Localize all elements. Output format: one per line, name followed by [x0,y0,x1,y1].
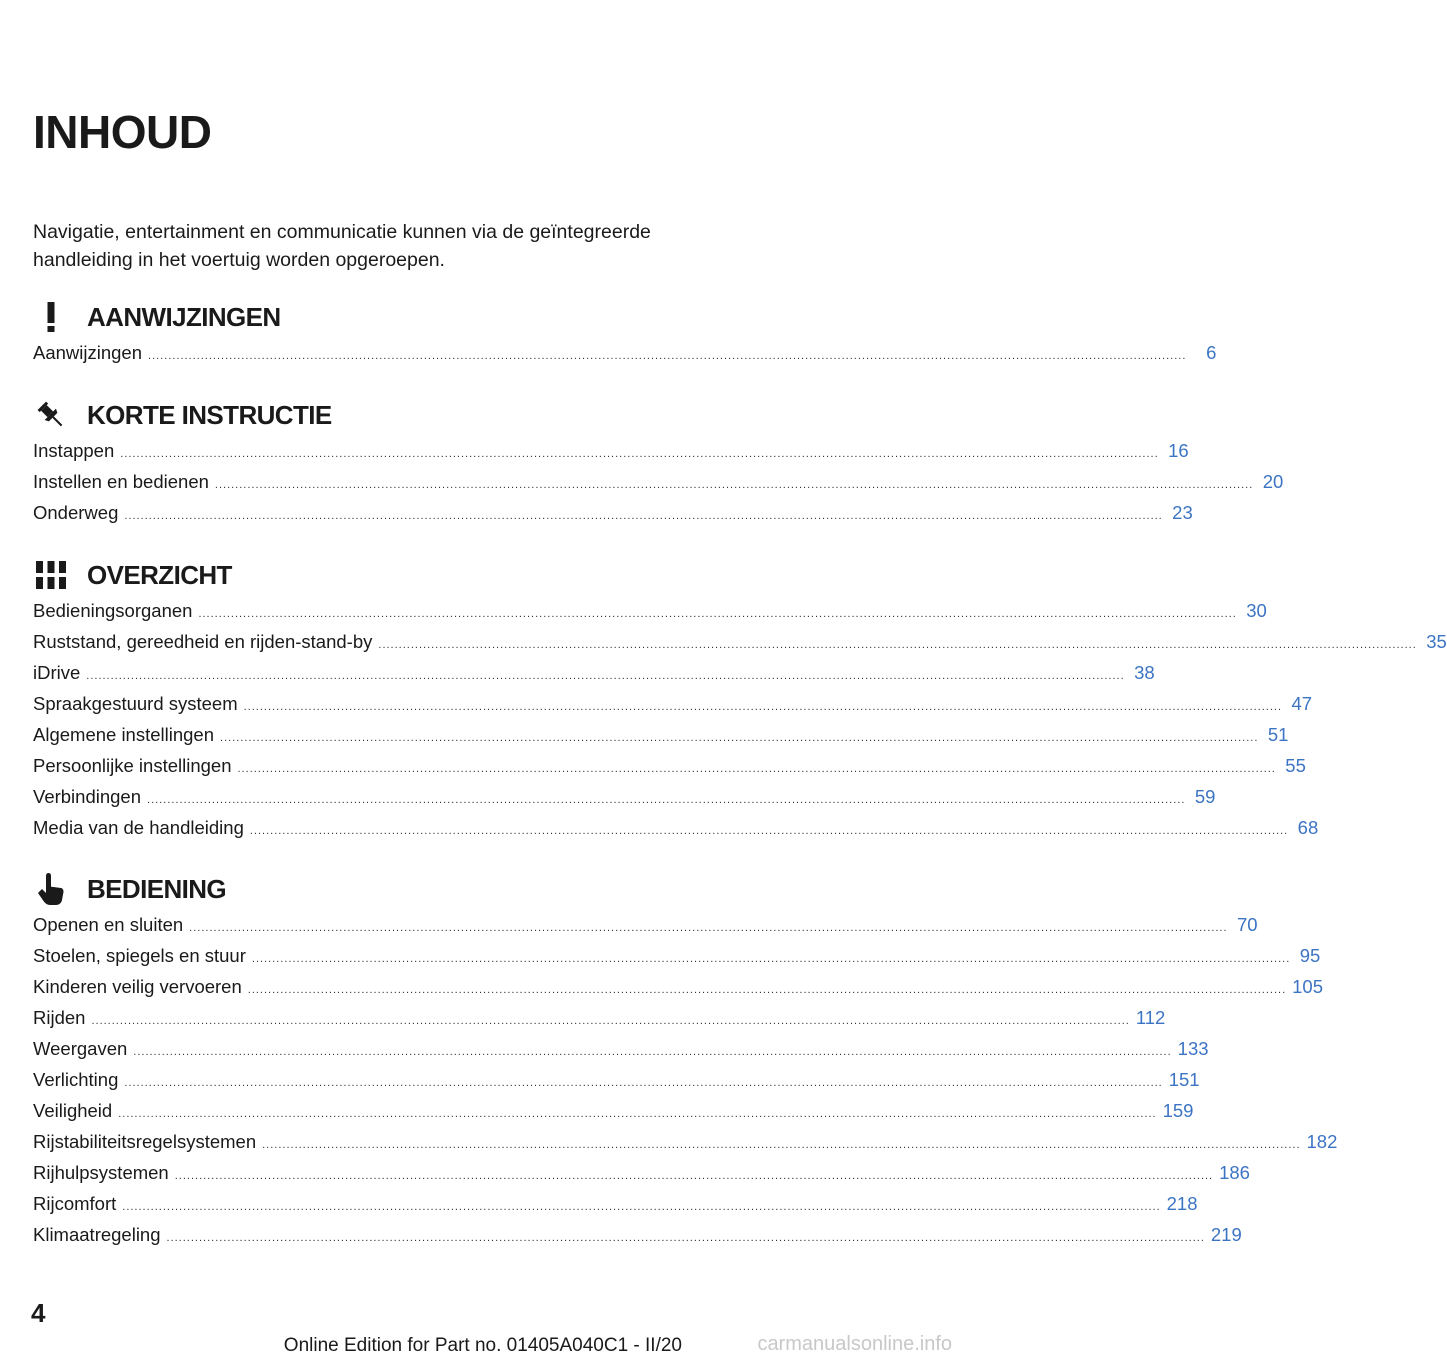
toc-leader-dots: ................................................................................................................................................................................................................................................................ [133,1046,1172,1058]
toc-entry-page-link[interactable]: 30 [1246,600,1267,621]
toc-leader-dots: ................................................................................................................................................................................................................................................................ [237,763,1276,775]
toc-entry[interactable] [33,1095,1194,1126]
toc-entry[interactable] [33,812,1319,843]
toc-entry[interactable] [33,657,1155,688]
toc-entry-label: Klimaatregeling [33,1224,161,1245]
toc-leader-dots: ................................................................................................................................................................................................................................................................ [174,1170,1214,1182]
section-overzicht [33,555,1447,843]
toc-entry-page-link[interactable]: 68 [1297,817,1319,838]
toc-entry[interactable] [33,971,1324,1002]
pointing-hand-icon [33,871,69,907]
toc-list [33,595,1447,843]
toc-leader-dots: ................................................................................................................................................................................................................................................................ [120,448,1159,460]
toc-entry-page-link[interactable]: 186 [1219,1162,1250,1183]
section-aanwijzingen [33,297,1217,368]
toc-entry[interactable] [33,750,1306,781]
toc-entry-label: Persoonlijke instellingen [33,755,232,776]
toc-entry-page-link[interactable]: 51 [1267,724,1289,745]
toc-entry[interactable] [33,337,1217,368]
toc-entry-label: Weergaven [33,1038,128,1059]
toc-list [33,435,1284,528]
toc-entry[interactable] [33,1002,1166,1033]
footer-edition-text: Online Edition for Part no. 01405A040C1 - II/20 [283,1335,682,1356]
section-korte-instructie [33,395,1284,528]
toc-entry-page-link[interactable]: 59 [1194,786,1216,807]
toc-entry-page-link[interactable]: 219 [1210,1224,1242,1245]
toc-entry-page-link[interactable]: 23 [1172,502,1193,523]
toc-entry-label: Media van de handleiding [33,817,244,838]
toc-entry[interactable] [33,1188,1198,1219]
toc-entry-label: Verlichting [33,1069,119,1090]
exclamation-icon [33,299,69,335]
toc-leader-dots: ................................................................................................................................................................................................................................................................ [124,1077,1163,1089]
toc-entry-page-link[interactable]: 112 [1135,1007,1166,1028]
section-header [33,555,687,595]
toc-entry[interactable] [33,1033,1209,1064]
toc-leader-dots: ................................................................................................................................................................................................................................................................ [251,953,1291,965]
toc-entry-page-link[interactable]: 159 [1162,1100,1194,1121]
toc-entry-page-link[interactable]: 105 [1292,976,1324,997]
toc-leader-dots: ................................................................................................................................................................................................................................................................ [189,922,1228,934]
page-number: 4 [31,1298,46,1328]
toc-entry[interactable] [33,781,1216,812]
toc-entry-page-link[interactable]: 16 [1168,440,1189,461]
toc-entry[interactable] [33,595,1267,626]
toc-entry-label: Instappen [33,440,115,461]
toc-entry-label: Veiligheid [33,1100,113,1121]
toc-entry[interactable] [33,719,1289,750]
toc-entry-page-link[interactable]: 6 [1206,342,1217,363]
push-pin-icon [33,397,69,433]
toc-entry[interactable] [33,1064,1200,1095]
section-bediening [33,869,1338,1250]
toc-entry-label: Stoelen, spiegels en stuur [33,945,246,966]
toc-entry-label: iDrive [33,662,81,683]
section-header [33,297,687,337]
toc-entry[interactable] [33,909,1258,940]
toc-entry[interactable] [33,1219,1242,1250]
toc-entry-label: Rijden [33,1007,86,1028]
toc-leader-dots: ................................................................................................................................................................................................................................................................ [166,1232,1205,1244]
toc-list [33,337,1217,368]
toc-leader-dots: ................................................................................................................................................................................................................................................................ [262,1139,1301,1151]
toc-leader-dots: ................................................................................................................................................................................................................................................................ [91,1015,1130,1027]
toc-entry-label: Instellen en bedienen [33,471,209,492]
toc-entry-page-link[interactable]: 95 [1299,945,1321,966]
toc-leader-dots: ................................................................................................................................................................................................................................................................ [118,1108,1157,1120]
toc-entry-label: Rijcomfort [33,1193,117,1214]
toc-entry[interactable] [33,1126,1338,1157]
toc-entry-page-link[interactable]: 20 [1262,471,1284,492]
toc-leader-dots: ................................................................................................................................................................................................................................................................ [148,350,1187,362]
toc-entry-label: Aanwijzingen [33,342,143,363]
toc-entry-label: Spraakgestuurd systeem [33,693,238,714]
toc-entry-page-link[interactable]: 55 [1285,755,1306,776]
toc-entry-label: Bedieningsorganen [33,600,193,621]
toc-entry-label: Rijstabiliteitsregelsystemen [33,1131,257,1152]
toc-leader-dots: ................................................................................................................................................................................................................................................................ [249,825,1289,837]
toc-entry-page-link[interactable]: 151 [1168,1069,1200,1090]
watermark: carmanualsonline.info [757,1333,952,1355]
toc-entry[interactable] [33,626,1447,657]
toc-leader-dots: ................................................................................................................................................................................................................................................................ [198,608,1237,620]
toc-entry-label: Verbindingen [33,786,142,807]
toc-entry-page-link[interactable]: 70 [1236,914,1258,935]
toc-entry-page-link[interactable]: 182 [1306,1131,1338,1152]
toc-leader-dots: ................................................................................................................................................................................................................................................................ [247,984,1287,996]
toc-leader-dots: ................................................................................................................................................................................................................................................................ [122,1201,1161,1213]
toc-entry-label: Openen en sluiten [33,914,184,935]
toc-entry-page-link[interactable]: 218 [1166,1193,1198,1214]
toc-leader-dots: ................................................................................................................................................................................................................................................................ [214,479,1254,491]
toc-entry-page-link[interactable]: 38 [1134,662,1155,683]
toc-entry-label: Kinderen veilig vervoeren [33,976,242,997]
toc-entry-label: Ruststand, gereedheid en rijden-stand-by [33,631,373,652]
toc-entry[interactable] [33,466,1284,497]
toc-leader-dots: ................................................................................................................................................................................................................................................................ [378,639,1417,651]
section-header [33,869,687,909]
toc-leader-dots: ................................................................................................................................................................................................................................................................ [147,794,1186,806]
toc-entry-page-link[interactable]: 133 [1177,1038,1209,1059]
section-title: KORTE INSTRUCTIE [87,399,332,430]
toc-leader-dots: ................................................................................................................................................................................................................................................................ [220,732,1259,744]
toc-entry[interactable] [33,940,1321,971]
toc-entry-page-link[interactable]: 47 [1291,693,1313,714]
toc-entry[interactable] [33,688,1313,719]
toc-leader-dots: ................................................................................................................................................................................................................................................................ [243,701,1283,713]
toc-list [33,909,1338,1250]
toc-entry[interactable] [33,435,1189,466]
toc-entry-label: Algemene instellingen [33,724,215,745]
section-header [33,395,687,435]
grid-overview-icon [33,557,69,593]
section-title: AANWIJZINGEN [87,301,281,332]
toc-entry[interactable] [33,497,1193,528]
toc-entry-label: Onderweg [33,502,119,523]
toc-leader-dots: ................................................................................................................................................................................................................................................................ [124,510,1163,522]
intro-text: Navigatie, entertainment en communicatie kunnen via de geïntegreerde handleiding in het voertuig worden opgeroepen. [33,221,651,271]
toc-entry-page-link[interactable]: 35 [1426,631,1447,652]
toc-entry[interactable] [33,1157,1250,1188]
section-title: BEDIENING [87,873,227,904]
section-title: OVERZICHT [87,559,232,590]
toc-leader-dots: ................................................................................................................................................................................................................................................................ [86,670,1125,682]
page-title: INHOUD [33,106,212,158]
toc-entry-label: Rijhulpsystemen [33,1162,169,1183]
